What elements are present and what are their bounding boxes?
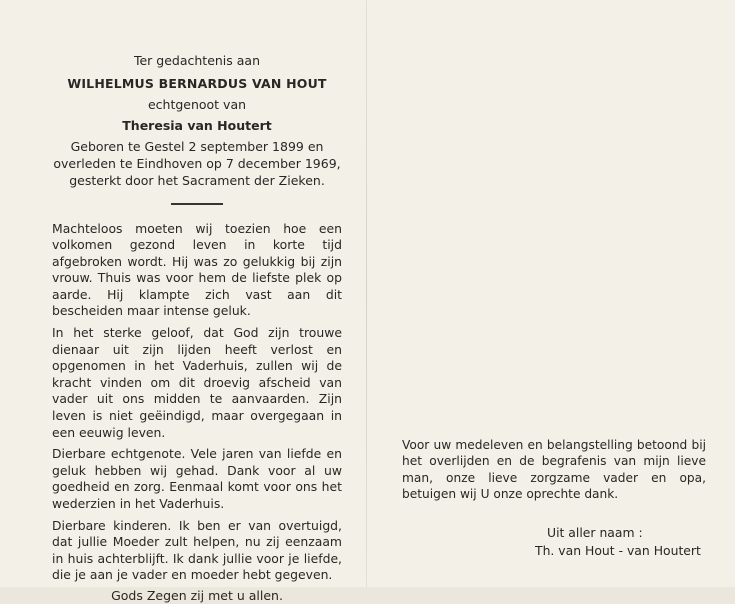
spouse-intro: echtgenoot van — [147, 97, 247, 112]
signature-block — [535, 524, 725, 559]
signature-intro: Uit aller naam : — [547, 525, 643, 540]
birth-death-text: Geboren te Gestel 2 september 1899 en overleden te Eindhoven op 7 december 1969, gesterkt door het Sacrament der Zieken. — [53, 139, 341, 188]
right-panel — [402, 437, 706, 503]
thanks-text: Voor uw medeleven en belangstelling betoond bij het overlijden en de begrafenis van mijn lieve man, onze lieve zorgzame vader en opa, betuigen wij U onze oprechte dank. — [402, 438, 706, 502]
paragraph-3: Dierbare echtgenote. Vele jaren van liefde en geluk hebben wij gehad. Dank voor al uw goedheid en zorg. Eenmaal komt voor ons het wederzien in het Vaderhuis. — [52, 446, 342, 511]
divider — [171, 203, 223, 205]
fold-line — [366, 0, 367, 587]
signature-name: Th. van Hout - van Houtert — [535, 542, 701, 558]
paragraph-4: Dierbare kinderen. Ik ben er van overtuigd, dat jullie Moeder zult helpen, nu zij eenzaam in huis achterblijft. Ik dank jullie voor je liefde, die je aan je vader en moeder hebt gegeven. — [52, 517, 342, 583]
closing-blessing: Gods Zegen zij met u allen. — [111, 587, 283, 603]
paragraph-2: In het sterke geloof, dat God zijn trouwe dienaar uit zijn lijden heeft verlost en opgenomen in het Vaderhuis, zullen wij de kracht vinden om dit droevig afscheid van vader uit ons midden te aanvaarden. Zijn leven is niet geëindigd, maar overgegaan in een eeuwig leven. — [52, 325, 342, 440]
spouse-name: Theresia van Houtert — [122, 118, 272, 133]
left-panel — [52, 52, 342, 604]
intro-text: Ter gedachtenis aan — [133, 53, 261, 68]
deceased-name: WILHELMUS BERNARDUS VAN HOUT — [67, 76, 327, 91]
paragraph-1: Machteloos moeten wij toezien hoe een volkomen gezond leven in korte tijd afgebroken wordt. Hij was zo gelukkig bij zijn vrouw. Thuis was voor hem de liefste plek op aarde. Hij klampte zich vast aan dit bescheiden maar intense geluk. — [52, 220, 342, 319]
